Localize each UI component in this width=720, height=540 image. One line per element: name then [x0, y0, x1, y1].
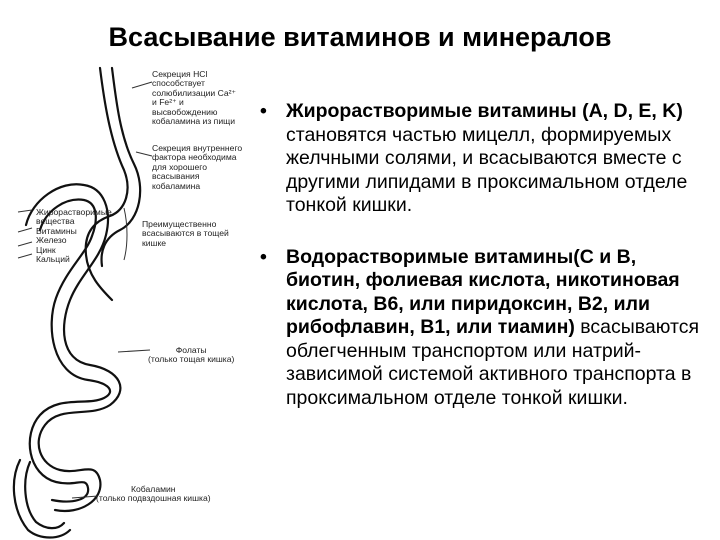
colon-outline-inner: [25, 462, 64, 528]
jejunum-label-line: всасываются в тощей: [142, 228, 229, 239]
stomach-leader-line: [132, 82, 152, 88]
folate-label-line: (только тощая кишка): [148, 354, 235, 365]
stomach-label-line: кобаламина из пищи: [152, 116, 236, 127]
slide-title: Всасывание витаминов и минералов: [108, 22, 612, 52]
intrinsic-leader-line: [136, 152, 152, 156]
intrinsic-label-line: кобаламина: [152, 180, 201, 191]
cobalamin-label: [96, 485, 211, 504]
jejunum-label-line: Преимущественно: [142, 219, 217, 229]
nutrients-label-line: Железо: [36, 235, 67, 246]
bullet-marker: •: [260, 100, 267, 122]
jejunum-brace: [124, 208, 127, 260]
jejunum-label-line: кишке: [142, 237, 167, 248]
bullet-water-soluble-text: всасываются облегченным транспортом или натрий-зависимой системой активного транспорта в проксимальном отделе тонкой кишки.: [286, 316, 699, 409]
bullet-water-soluble-heading: Водорастворимые витамины(C и B, биотин, фолиевая кислота, никотиновая кислота, B6, или пиридоксин, B2, или рибофлавин, B1, или тиамин): [286, 245, 680, 338]
bullet-list: [248, 100, 704, 410]
nutrients-label-line: Кальций: [36, 254, 70, 265]
intrinsic-label-line: всасывания: [152, 171, 200, 182]
stomach-label-line: солюбилизации Ca²⁺: [152, 87, 236, 98]
nutrients-arrow: [18, 210, 32, 212]
digestive-tract-figure: [0, 60, 250, 540]
cobalamin-label-line: (только подвздошная кишка): [96, 493, 211, 504]
nutrients-label-line: Жирорастворимые: [36, 207, 112, 217]
bullet-marker: •: [260, 245, 267, 268]
intrinsic-label-line: фактора необходима: [152, 152, 237, 163]
stomach-label: [152, 70, 236, 126]
folate-label-line: Фолаты: [175, 345, 207, 355]
nutrients-label-line: Витамины: [36, 225, 77, 236]
bullet-fat-soluble: [248, 100, 704, 218]
stomach-label-line: способствует: [152, 78, 205, 89]
bullet-water-soluble: [248, 246, 704, 411]
bullet-fat-soluble-heading: Жирорастворимые витамины (A, D, E, K): [286, 100, 683, 122]
stomach-label-line: и Fe²⁺ и: [152, 97, 184, 108]
nutrients-label-line: Цинк: [36, 244, 56, 255]
bullet-fat-soluble-text: становятся частью мицелл, формируемых желчными солями, и всасываются вместе с другими липидами в проксимальном отделе тонкой кишки.: [286, 123, 688, 216]
digestive-tract-drawing: [0, 60, 250, 540]
nutrients-label-line: вещества: [36, 216, 75, 227]
intrinsic-label-line: Секреция внутреннего: [152, 143, 243, 153]
folate-leader-line: [118, 350, 150, 352]
intrinsic-factor-label: [152, 144, 242, 191]
vitamins-arrow: [18, 228, 32, 232]
intrinsic-label-line: для хорошего: [152, 161, 208, 172]
zinc-arrow: [18, 254, 32, 258]
iron-arrow: [18, 242, 32, 246]
nutrients-label: [36, 208, 112, 264]
stomach-label-line: высвобождению: [152, 106, 218, 117]
folate-label: [148, 346, 234, 365]
stomach-label-line: Секреция HCl: [152, 69, 208, 79]
jejunum-label: [142, 220, 229, 248]
cobalamin-label-line: Кобаламин: [131, 484, 176, 494]
